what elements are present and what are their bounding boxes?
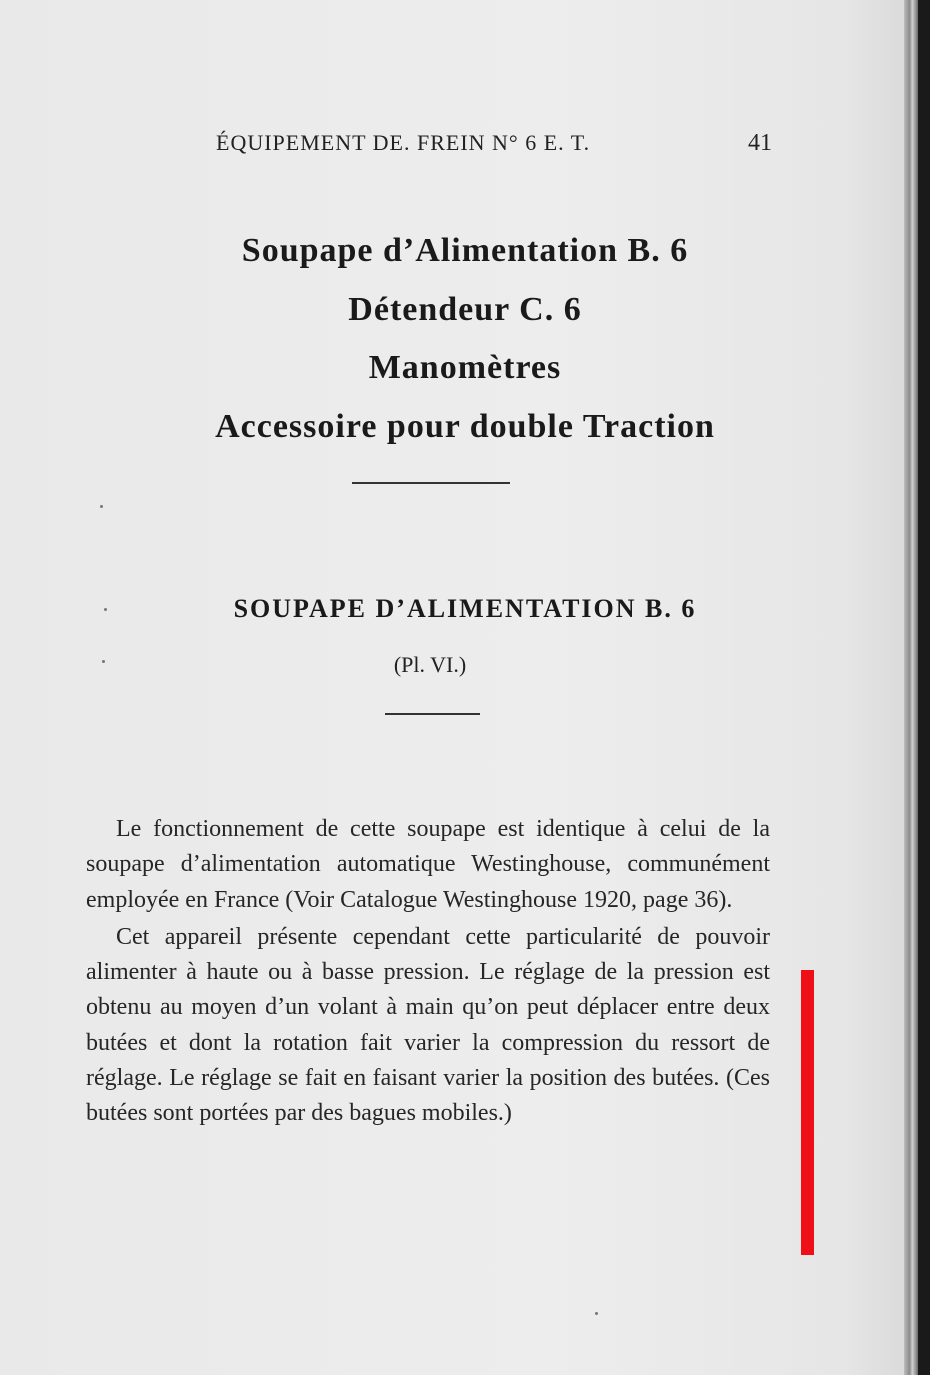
paper-speck bbox=[595, 1312, 598, 1315]
running-head: ÉQUIPEMENT DE. FREIN N° 6 E. T. bbox=[216, 130, 591, 155]
paper-speck bbox=[104, 608, 107, 611]
title-line-4: Accessoire pour double Traction bbox=[215, 407, 715, 445]
body-text bbox=[86, 812, 770, 1134]
page-edge-shadow bbox=[904, 0, 918, 1375]
chapter-title bbox=[60, 222, 870, 456]
paragraph-2: Cet appareil présente cependant cette particularité de pouvoir alimenter à haute ou à basse pression. Le réglage de la pression est obtenu au moyen d’un volant à main qu’on peut déplacer entre deux butées et dont la rotation fait varier la compression du ressort de réglage. Le réglage se fait en faisant varier la position des butées. (Ces butées sont portées par des bagues mobiles.) bbox=[86, 923, 770, 1127]
plate-reference: (Pl. VI.) bbox=[393, 652, 467, 677]
red-marker-bar bbox=[801, 970, 814, 1255]
title-line-3: Manomètres bbox=[368, 349, 562, 386]
page-number: 41 bbox=[748, 130, 772, 156]
section-divider bbox=[385, 713, 480, 715]
section-title: SOUPAPE D’ALIMENTATION B. 6 bbox=[233, 594, 697, 623]
title-line-1: Soupape d’Alimentation B. 6 bbox=[241, 232, 689, 269]
paper-speck bbox=[102, 660, 105, 663]
paper-speck bbox=[100, 505, 103, 508]
paragraph-1: Le fonctionnement de cette soupape est identique à celui de la soupape d’alimentation automatique Westinghouse, communément employée en France (Voir Catalogue Westinghouse 1920, page 36). bbox=[86, 816, 770, 913]
title-line-2: Détendeur C. 6 bbox=[348, 290, 582, 328]
title-divider bbox=[352, 482, 510, 484]
